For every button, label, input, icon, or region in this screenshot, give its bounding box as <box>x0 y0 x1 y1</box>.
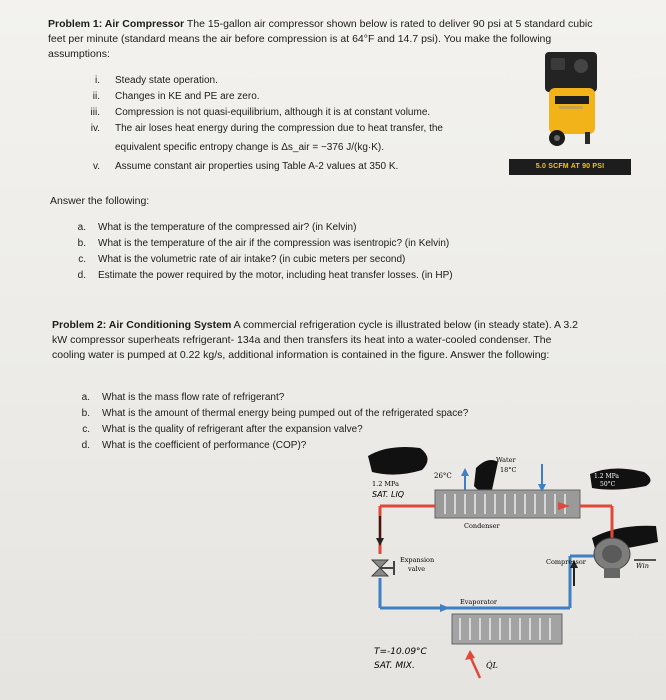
compressor-label: Compressor <box>546 558 586 566</box>
list-number: i. <box>95 75 100 86</box>
list-item <box>78 137 508 159</box>
compressor-icon <box>594 538 630 578</box>
redaction-mark <box>368 447 428 475</box>
list-item <box>68 390 548 406</box>
list-item <box>64 220 534 236</box>
evaporator-temp: T=-10.09°C <box>374 647 427 657</box>
list-text: What is the temperature of the compressed air? (in Kelvin) <box>98 222 357 233</box>
list-item <box>64 236 534 252</box>
list-item <box>78 105 508 121</box>
list-text: What is the coefficient of performance (COP)? <box>102 440 307 451</box>
work-input-label: Ẇin <box>636 562 649 570</box>
list-item <box>78 159 508 175</box>
list-text: Changes in KE and PE are zero. <box>115 91 260 102</box>
water-in-temp: 18°C <box>500 466 517 474</box>
water-label: Water <box>496 456 516 464</box>
list-number: ii. <box>92 91 100 102</box>
list-number: a. <box>81 392 90 403</box>
list-number: d. <box>77 270 86 281</box>
expansion-label-line2: valve <box>408 565 426 573</box>
expansion-label-line1: Expansion <box>400 556 435 564</box>
heat-load-label: Q̇L <box>486 661 498 670</box>
state-sat-label: SAT. LIQ <box>372 490 405 499</box>
list-text: Compression is not quasi-equilibrium, although it is at constant volume. <box>115 107 431 118</box>
problem2-intro <box>52 318 624 363</box>
assumptions-list <box>78 73 508 175</box>
problem2-intro-line3: cooling water is pumped at 0.22 kg/s, additional information is contained in the figure. Answer the following: <box>52 349 550 361</box>
compressor-outlet-temp: 50°C <box>600 481 616 488</box>
list-number: a. <box>77 222 86 233</box>
list-number: v. <box>92 161 100 172</box>
list-item <box>78 121 508 137</box>
evaporator-state: SAT. MIX. <box>374 661 415 671</box>
problem1-questions <box>64 220 534 284</box>
list-text: What is the temperature of the air if the compression was isentropic? (in Kelvin) <box>98 238 450 249</box>
condenser-label: Condenser <box>464 522 500 530</box>
refrigeration-cycle-diagram <box>360 442 660 700</box>
problem1-intro-line3: assumptions: <box>48 48 110 60</box>
problem1-title: Problem 1: Air Compressor <box>48 18 185 30</box>
list-number: c. <box>78 254 86 265</box>
problem1-intro-line1: The 15-gallon air compressor shown below is rated to deliver 90 psi at 5 standard cubic <box>184 18 593 30</box>
list-item <box>68 406 548 422</box>
list-number: b. <box>81 408 90 419</box>
evaporator-label: Evaporator <box>460 598 497 606</box>
flow-arrow-icon <box>440 604 450 612</box>
list-number: iii. <box>90 107 100 118</box>
problem1-intro-line2: feet per minute (standard means the air before compression is at 64°F and 14.7 psi). You make the following <box>48 33 552 45</box>
state-pressure-label: 1.2 MPa <box>372 480 400 488</box>
arrow-down-icon <box>376 538 384 546</box>
problem2-intro-line1: A commercial refrigeration cycle is illustrated below (in steady state). A 3.2 <box>231 319 578 331</box>
list-item <box>64 268 534 284</box>
list-number: b. <box>77 238 86 249</box>
redaction-mark <box>474 460 498 491</box>
list-item <box>78 73 508 89</box>
compressor-outlet-pressure: 1.2 MPa <box>594 473 619 480</box>
list-number: iv. <box>90 123 100 134</box>
list-item <box>64 252 534 268</box>
problem1-intro <box>48 17 608 62</box>
list-number: d. <box>81 440 90 451</box>
list-text: Estimate the power required by the motor, including heat transfer losses. (in HP) <box>98 270 453 281</box>
list-text: What is the quality of refrigerant after the expansion valve? <box>102 424 363 435</box>
list-item <box>78 89 508 105</box>
list-text: equivalent specific entropy change is Δs_air = −376 J/(kg·K). <box>115 142 385 153</box>
list-text: What is the mass flow rate of refrigerant? <box>102 392 285 403</box>
list-text: What is the amount of thermal energy being pumped out of the refrigerated space? <box>102 408 469 419</box>
list-text: Steady state operation. <box>115 75 218 86</box>
list-text: What is the volumetric rate of air intake? (in cubic meters per second) <box>98 254 406 265</box>
problem2-title: Problem 2: Air Conditioning System <box>52 319 232 331</box>
arrow-up-icon <box>461 468 469 476</box>
list-item <box>68 422 548 438</box>
evaporator-shape <box>452 614 562 644</box>
heat-input-arrow <box>470 656 480 678</box>
image-caption: 5.0 SCFM AT 90 PSI <box>509 159 631 175</box>
expansion-valve-icon <box>372 560 394 576</box>
list-text: Assume constant air properties using Table A-2 values at 350 K. <box>115 161 399 172</box>
list-number: c. <box>82 424 90 435</box>
list-text: The air loses heat energy during the compression due to heat transfer, the <box>115 123 443 134</box>
arrow-up-icon <box>465 650 475 660</box>
answer-label: Answer the following: <box>50 195 150 207</box>
water-out-temp: 26°C <box>434 472 452 480</box>
air-compressor-image <box>535 48 607 148</box>
problem2-intro-line2: kW compressor superheats refrigerant- 134a and then transfers its heat into a water-cooled condenser. The <box>52 334 552 346</box>
